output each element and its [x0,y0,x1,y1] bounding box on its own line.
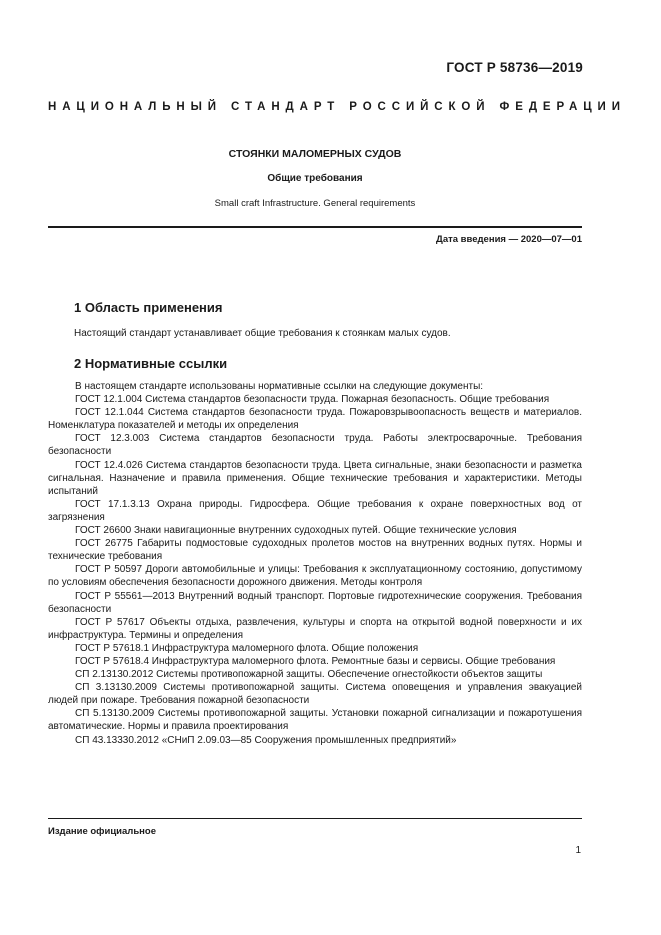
official-edition-label: Издание официальное [48,826,156,837]
references-intro: В настоящем стандарте использованы нормативные ссылки на следующие документы: [75,381,484,392]
references-list [48,380,582,747]
reference-item: ГОСТ 12.1.044 Система стандартов безопасности труда. Пожаровзрывоопасность веществ и материалов. Номенклатура показателей и методы их определения [48,407,582,432]
reference-item: ГОСТ Р 55561—2013 Внутренний водный транспорт. Портовые гидротехнические сооружения. Требования безопасности [48,590,582,615]
national-standard-banner: НАЦИОНАЛЬНЫЙ СТАНДАРТ РОССИЙСКОЙ ФЕДЕРАЦИИ [48,101,626,113]
english-title: Small craft Infrastructure. General requirements [214,198,416,209]
reference-item: ГОСТ 26775 Габариты подмостовые судоходных пролетов мостов на внутренних водных путях. Нормы и технические требования [48,538,582,563]
document-title: СТОЯНКИ МАЛОМЕРНЫХ СУДОВ [228,148,402,160]
reference-item: ГОСТ Р 57618.1 Инфраструктура маломерного флота. Общие положения [75,642,419,654]
reference-item: ГОСТ 12.4.026 Система стандартов безопасности труда. Цвета сигнальные, знаки безопасности и разметка сигнальная. Назначение и правила применения. Общие технические требования и характеристики. Методы испытаний [48,459,582,497]
introduction-date: Дата введения — 2020—07—01 [436,234,582,245]
reference-item: ГОСТ Р 57618.4 Инфраструктура маломерного флота. Ремонтные базы и сервисы. Общие требования [75,655,556,667]
section-1-heading: 1 Область применения [74,300,223,315]
reference-item: СП 3.13130.2009 Системы противопожарной защиты. Система оповещения и управления эвакуацией людей при пожаре. Требования пожарной безопасности [48,682,582,707]
reference-item: ГОСТ 26600 Знаки навигационные внутренних судоходных путей. Общие технические условия [75,525,517,537]
reference-item: ГОСТ 12.3.003 Система стандартов безопасности труда. Работы электросварочные. Требования безопасности [48,433,582,458]
reference-item: ГОСТ Р 57617 Объекты отдыха, развлечения, культуры и спорта на открытой водной поверхности и их инфраструктура. Термины и определения [48,616,582,641]
reference-item: СП 2.13130.2012 Системы противопожарной защиты. Обеспечение огнестойкости объектов защиты [75,669,543,681]
section-1-text: Настоящий стандарт устанавливает общие требования к стоянкам малых судов. [74,328,451,339]
page-number: 1 [575,845,581,856]
reference-item: ГОСТ Р 50597 Дороги автомобильные и улицы: Требования к эксплуатационному состоянию, допустимому по условиям обеспечения безопасности дорожного движения. Методы контроля [48,564,582,589]
reference-item: СП 43.13330.2012 «СНиП 2.09.03—85 Сооружения промышленных предприятий» [75,734,457,746]
reference-item: ГОСТ 12.1.004 Система стандартов безопасности труда. Пожарная безопасность. Общие требования [75,394,550,406]
footer-divider [48,818,582,819]
header-divider [48,226,582,228]
reference-item: ГОСТ 17.1.3.13 Охрана природы. Гидросфера. Общие требования к охране поверхностных вод от загрязнения [48,498,582,523]
reference-item: СП 5.13130.2009 Системы противопожарной защиты. Установки пожарной сигнализации и пожаротушения автоматические. Нормы и правила проектирования [48,708,582,733]
document-number: ГОСТ Р 58736—2019 [446,60,583,75]
section-2-heading: 2 Нормативные ссылки [74,356,228,371]
document-subtitle: Общие требования [267,173,363,184]
